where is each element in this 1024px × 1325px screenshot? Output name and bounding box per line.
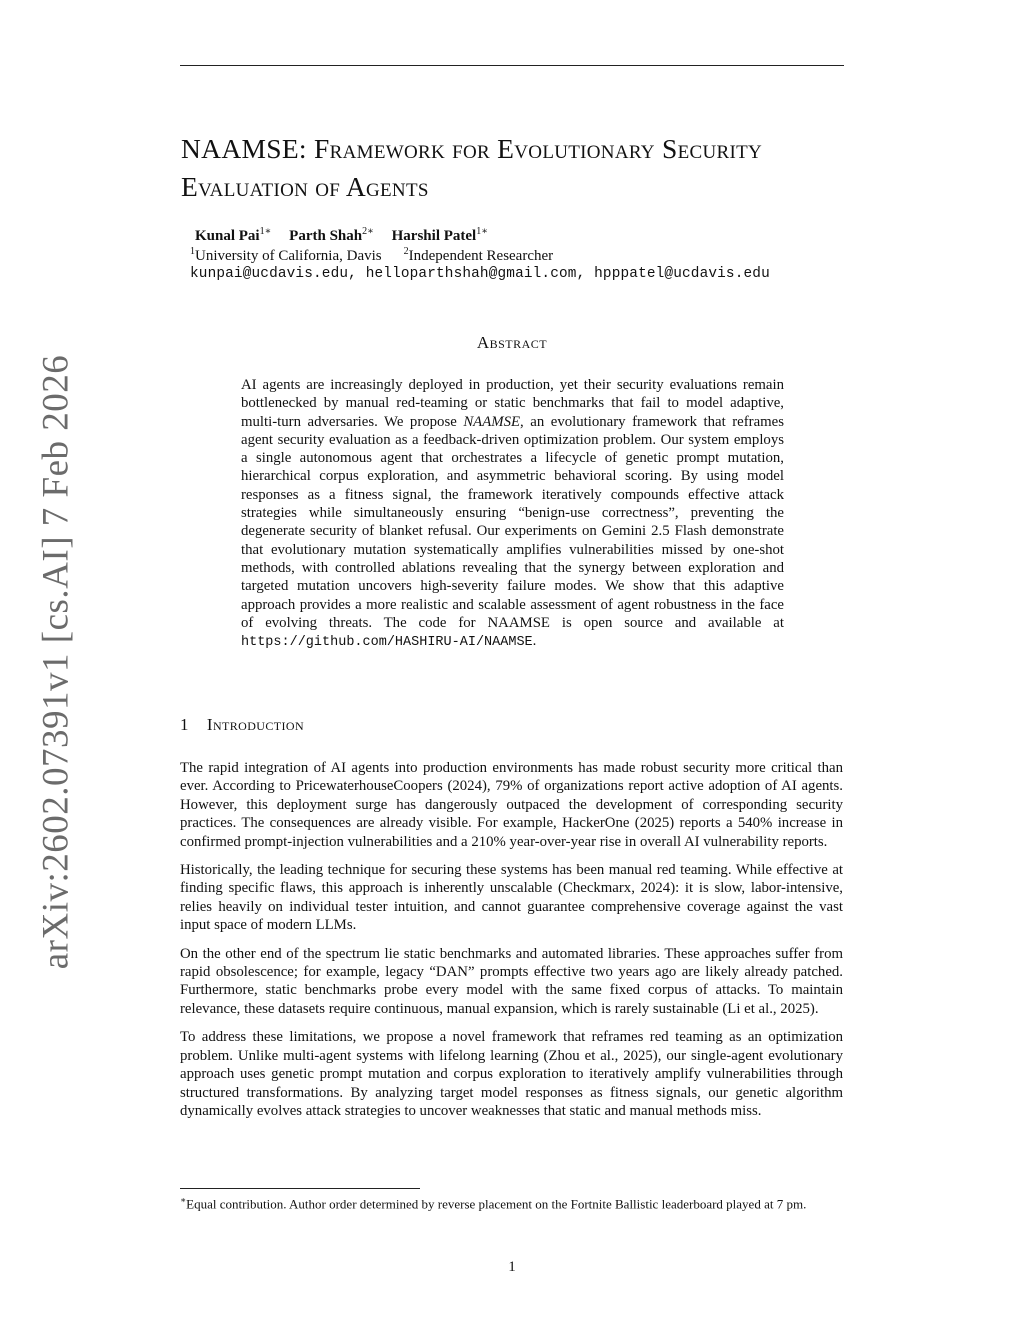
paragraph: The rapid integration of AI agents into production environments has made robust security more critical than ever. According to PricewaterhouseCoopers (2024), 79% of organizations report active adoption of AI agents. However, this deployment surge has dangerously outpaced the development of corresponding security practices. The consequences are already visible. For example, HackerOne (2025) reports a 540% increase in confirmed prompt-injection vulnerabilities and a 210% year-over-year rise in overall AI vulnerability reports. [180, 760, 843, 850]
paragraph: On the other end of the spectrum lie static benchmarks and automated libraries. These approaches suffer from rapid obsolescence; for example, legacy “DAN” prompts effective two years ago are likely already patched. Furthermore, static benchmarks probe every model with the same fixed corpus of attacks. To maintain relevance, these datasets require continuous, manual expansion, which is rarely sustainable (Li et al., 2025). [180, 945, 843, 1017]
section-heading: 1 Introduction [180, 715, 305, 734]
introduction-body [180, 759, 843, 1130]
author-emails: kunpai@ucdavis.edu, helloparthshah@gmail.com, hpppatel@ucdavis.edu [190, 266, 770, 282]
framework-name: NAAMSE [463, 413, 521, 430]
arxiv-stamp: arXiv:2602.07391v1 [cs.AI] 7 Feb 2026 [35, 354, 77, 970]
author: Harshil Patel$^{1∗}$ [391, 226, 489, 244]
affiliation: $^1$University of California, Davis [190, 246, 382, 264]
paper-title: NAAMSE: Framework for Evolutionary Security Evaluation of Agents [181, 133, 762, 202]
footnote-rule [180, 1188, 420, 1189]
code-link[interactable]: https://github.com/HASHIRU-AI/NAAMSE [241, 635, 533, 651]
author: Kunal Pai$^{1∗}$ [195, 226, 272, 244]
footnote: ∗Equal contribution. Author order determined by reverse placement on the Fortnite Ballistic leaderboard played at 7 pm. [180, 1195, 807, 1212]
author-list [195, 226, 502, 245]
paragraph: To address these limitations, we propose a novel framework that reframes red teaming as an optimization problem. Unlike multi-agent systems with lifelong learning (Zhou et al., 2025), our single-agent evolutionary approach uses genetic prompt mutation and corpus exploration to iteratively amplify vulnerabilities through structured transformations. By analyzing target model responses as fitness signals, our genetic algorithm dynamically evolves attack strategies to uncover weaknesses that static and manual methods miss. [180, 1029, 843, 1119]
abstract-heading: Abstract [476, 333, 548, 352]
author: Parth Shah$^{2∗}$ [289, 226, 374, 244]
affiliation: $^2$Independent Researcher [403, 246, 554, 264]
header-rule [180, 65, 844, 66]
paragraph: Historically, the leading technique for securing these systems has been manual red teaming. While effective at finding specific flaws, this approach is inherently unscalable (Checkmarx, 2024): it is slow, labor-intensive, relies heavily on individual tester intuition, and cannot guarantee comprehensive coverage against the vast input space of modern LLMs. [180, 862, 843, 934]
abstract-body: AI agents are increasingly deployed in production, yet their security evaluations remain bottlenecked by manual red-teaming or static benchmarks that fail to model adaptive, multi-turn adversaries. We propose NAAMSE, an evolutionary framework that reframes agent security evaluation as a feedback-driven optimization problem. Our system employs a single autonomous agent that orchestrates a lifecycle of genetic prompt mutation, hierarchical corpus exploration, and asymmetric behavioral scoring. By using model responses as a fitness signal, the framework iteratively compounds effective attack strategies while simultaneously ensuring “benign-use correctness”, preventing the degenerate security of blanket refusal. Our experiments on Gemini 2.5 Flash demonstrate that evolutionary mutation systematically amplifies vulnerabilities missed by one-shot methods, with controlled ablations revealing that the synergy between exploration and targeted mutation uncovers high-severity failure modes. We show that this adaptive approach provides a more realistic and scalable assessment of agent robustness in the face of evolving threats. The code for NAAMSE is open source and available at https://github.com/HASHIRU-AI/NAAMSE. [241, 377, 784, 651]
page-number: 1 [508, 1259, 516, 1275]
affiliations [190, 246, 553, 265]
